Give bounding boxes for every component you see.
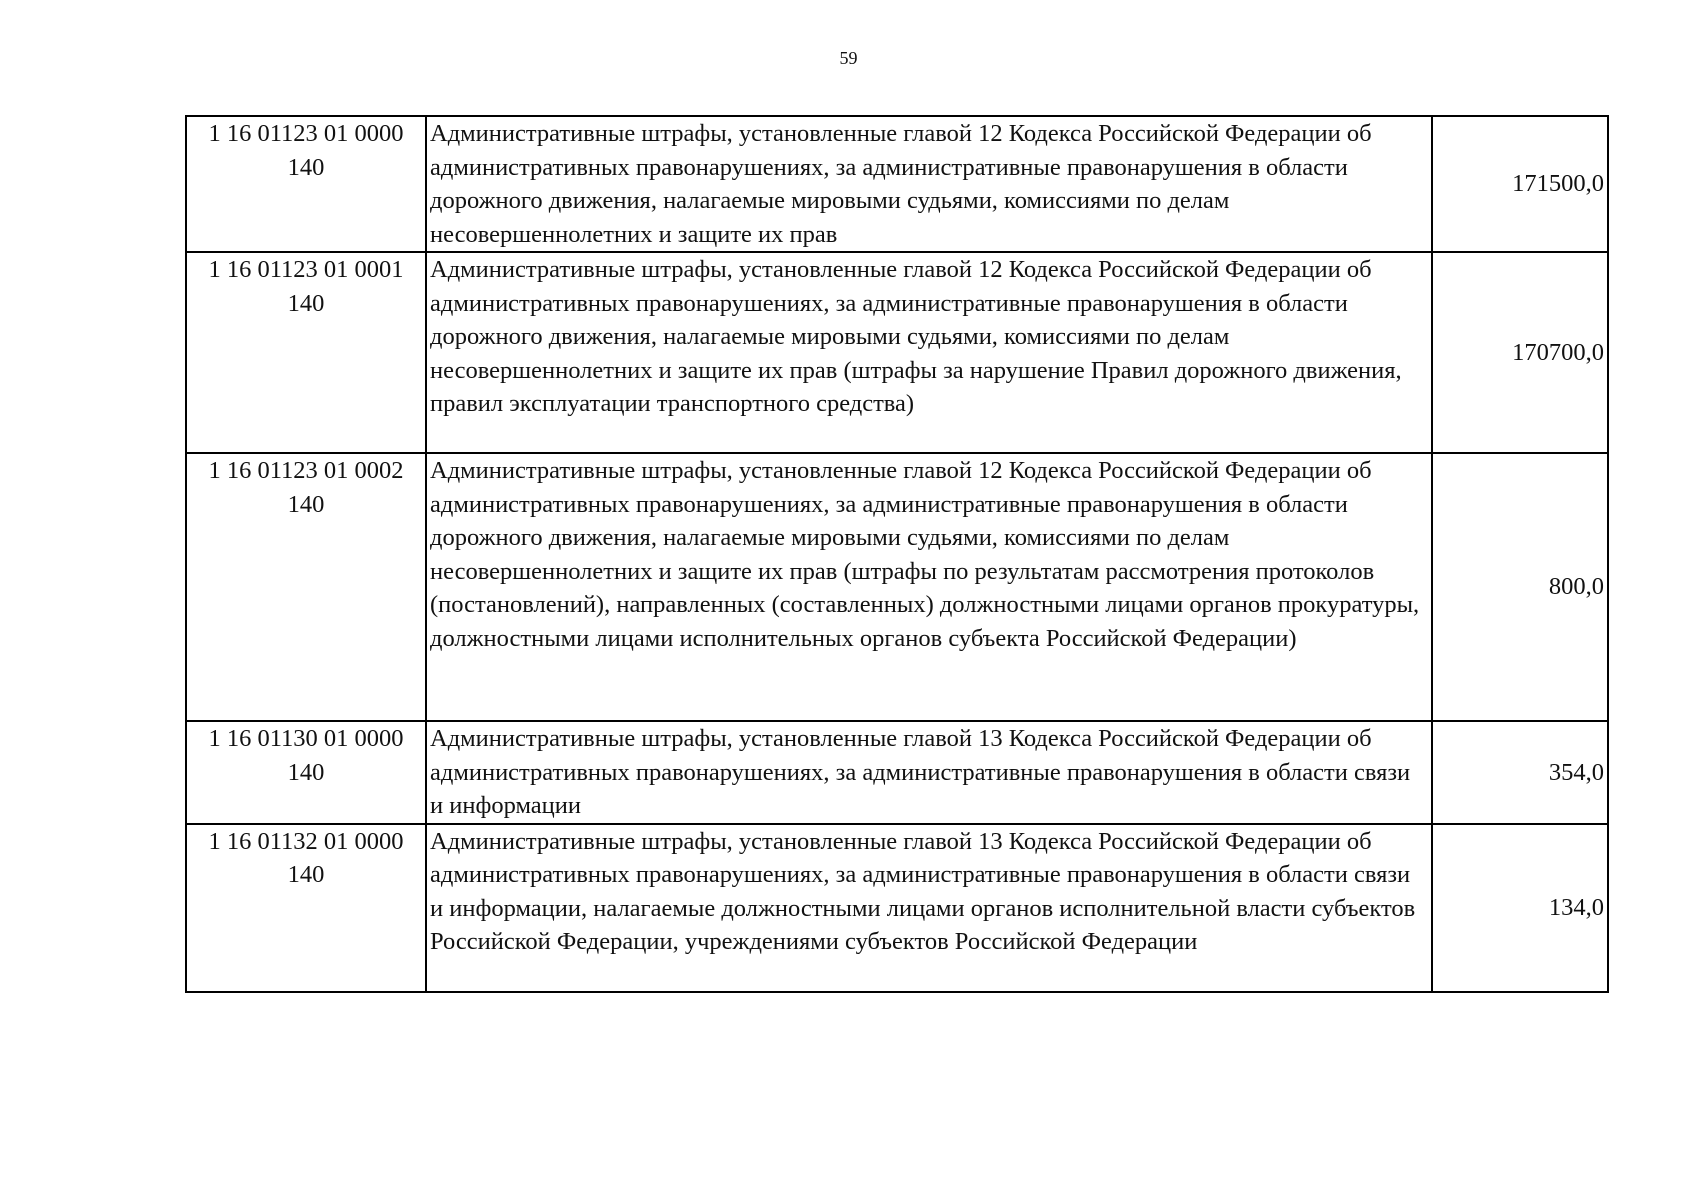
page-number: 59	[839, 48, 858, 68]
table-row	[186, 824, 1608, 992]
revenue-amount-cell: 134,0	[1432, 824, 1608, 992]
table-row	[186, 453, 1608, 721]
revenue-amount-cell: 354,0	[1432, 721, 1608, 824]
revenue-amount-cell: 171500,0	[1432, 116, 1608, 252]
table-row	[186, 252, 1608, 453]
revenue-description-cell: Административные штрафы, установленные главой 13 Кодекса Российской Федерации об административных правонарушениях, за административные правонарушения в области связи и информации	[426, 721, 1432, 824]
table-row	[186, 116, 1608, 252]
revenue-description-cell: Административные штрафы, установленные главой 12 Кодекса Российской Федерации об административных правонарушениях, за административные правонарушения в области дорожного движения, налагаемые мировыми судьями, комиссиями по делам несовершеннолетних и защите их прав	[426, 116, 1432, 252]
revenue-code-cell: 1 16 01132 01 0000 140	[186, 824, 426, 992]
revenue-code-cell: 1 16 01123 01 0002 140	[186, 453, 426, 721]
table-row	[186, 721, 1608, 824]
revenue-code-cell: 1 16 01123 01 0001 140	[186, 252, 426, 453]
revenue-description-cell: Административные штрафы, установленные главой 12 Кодекса Российской Федерации об административных правонарушениях, за административные правонарушения в области дорожного движения, налагаемые мировыми судьями, комиссиями по делам несовершеннолетних и защите их прав (штрафы по результатам рассмотрения протоколов (постановлений), направленных (составленных) должностными лицами органов прокуратуры, должностными лицами исполнительных органов субъекта Российской Федерации)	[426, 453, 1432, 721]
revenue-description-cell: Административные штрафы, установленные главой 12 Кодекса Российской Федерации об административных правонарушениях, за административные правонарушения в области дорожного движения, налагаемые мировыми судьями, комиссиями по делам несовершеннолетних и защите их прав (штрафы за нарушение Правил дорожного движения, правил эксплуатации транспортного средства)	[426, 252, 1432, 453]
budget-revenue-table	[185, 115, 1609, 993]
revenue-code-cell: 1 16 01123 01 0000 140	[186, 116, 426, 252]
revenue-amount-cell: 800,0	[1432, 453, 1608, 721]
revenue-description-cell: Административные штрафы, установленные главой 13 Кодекса Российской Федерации об административных правонарушениях, за административные правонарушения в области связи и информации, налагаемые должностными лицами органов исполнительной власти субъектов Российской Федерации, учреждениями субъектов Российской Федерации	[426, 824, 1432, 992]
revenue-amount-cell: 170700,0	[1432, 252, 1608, 453]
revenue-code-cell: 1 16 01130 01 0000 140	[186, 721, 426, 824]
